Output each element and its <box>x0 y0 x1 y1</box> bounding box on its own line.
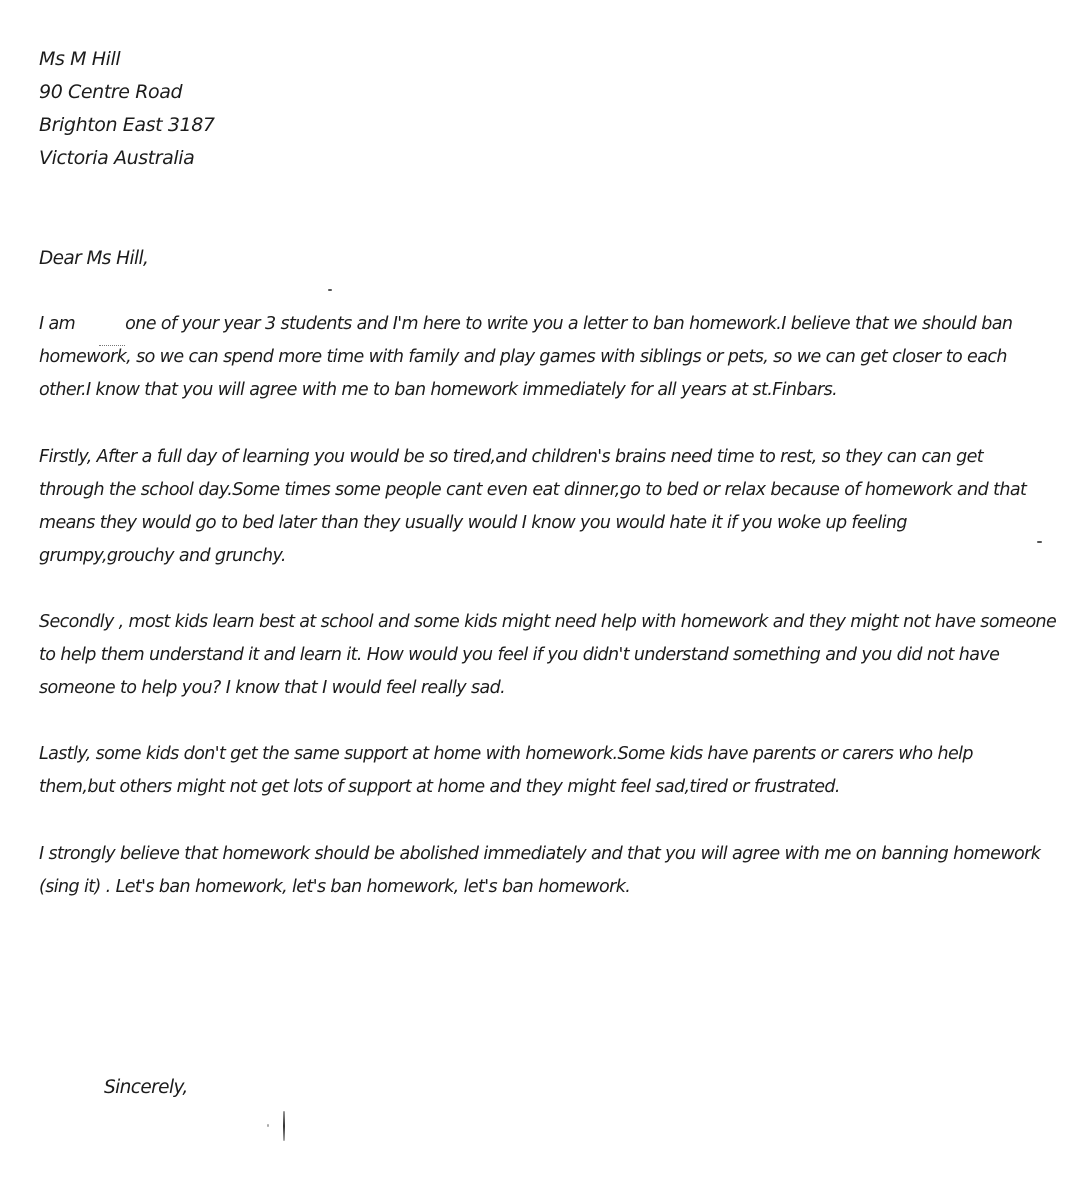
intro-lead: I am <box>39 314 76 334</box>
scan-speck <box>1037 541 1042 543</box>
scan-speck <box>328 289 332 291</box>
secondly-line-1: Secondly , most kids learn best at school and some kids might need help with homework and they might not have someone <box>39 612 1057 632</box>
firstly-line-2: through the school day.Some times some people cant even eat dinner,go to bed or relax because of homework and that <box>39 480 1027 500</box>
firstly-line-1: Firstly, After a full day of learning you would be so tired,and children's brains need time to rest, so they can can get <box>39 447 984 467</box>
conclusion-line-1: I strongly believe that homework should be abolished immediately and that you will agree with me on banning homework <box>39 844 1041 864</box>
secondly-line-2: to help them understand it and learn it. How would you feel if you didn't understand something and you did not have <box>39 645 1000 665</box>
intro-line-2: homework, so we can spend more time with family and play games with siblings or pets, so we can get closer to each <box>39 347 1007 367</box>
intro-line-3: other.I know that you will agree with me to ban homework immediately for all years at st.Finbars. <box>39 380 838 400</box>
conclusion-line-2: (sing it) . Let's ban homework, let's ban homework, let's ban homework. <box>39 877 631 897</box>
lastly-line-2: them,but others might not get lots of support at home and they might feel sad,tired or frustrated. <box>39 777 840 797</box>
firstly-line-4: grumpy,grouchy and grunchy. <box>39 546 286 566</box>
signature-mark <box>283 1111 285 1141</box>
secondly-line-3: someone to help you? I know that I would feel really sad. <box>39 678 506 698</box>
address-street: 90 Centre Road <box>39 81 183 103</box>
sign-off: Sincerely, <box>104 1077 188 1098</box>
firstly-line-3: means they would go to bed later than they usually would I know you would hate it if you woke up feeling <box>39 513 907 533</box>
address-suburb: Brighton East 3187 <box>39 114 215 136</box>
lastly-line-1: Lastly, some kids don't get the same support at home with homework.Some kids have parents or carers who help <box>39 744 973 764</box>
address-name: Ms M Hill <box>39 48 121 70</box>
scan-speck <box>267 1124 269 1127</box>
intro-line-1: one of your year 3 students and I'm here to write you a letter to ban homework.I believe that we should ban <box>125 314 1013 334</box>
address-region: Victoria Australia <box>39 147 195 169</box>
greeting: Dear Ms Hill, <box>39 248 149 269</box>
